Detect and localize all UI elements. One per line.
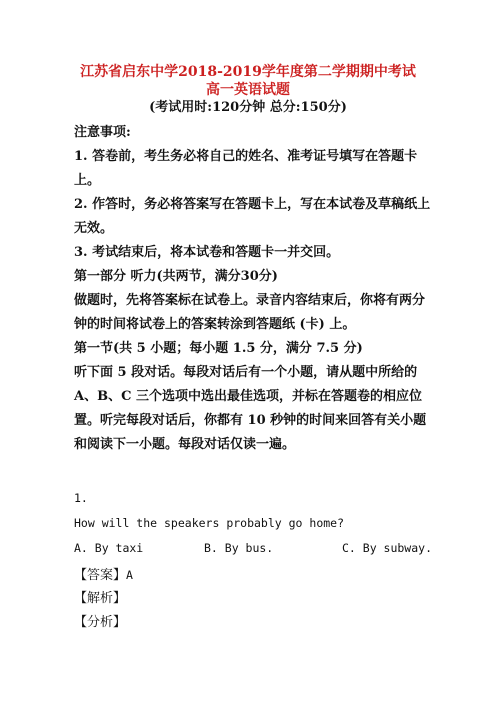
- exam-info: (考试用时:120分钟 总分:150分): [149, 100, 347, 115]
- fenxi-label: 【分析】: [74, 615, 127, 630]
- option-b: B. By bus.: [204, 541, 274, 555]
- option-a: A. By taxi: [74, 541, 144, 555]
- question-text: How will the speakers probably go home?: [74, 516, 345, 530]
- section1-heading: 第一节(共 5 小题；每小题 1.5 分，满分 7.5 分): [74, 341, 363, 356]
- notice-item-1: 1. 答卷前，考生务必将自己的姓名、准考证号填写在答题卡上。: [74, 149, 418, 188]
- answer-value: A: [126, 568, 133, 582]
- section1-instructions: 听下面 5 段对话。每段对话后有一个小题，请从题中所给的A、B、C 三个选项中选出最佳选项，并标在答题卷的相应位置。听完每段对话后，你都有 10 秒钟的时间来回答有关小题和阅读下一小题。每段对话仅读一遍。: [74, 365, 427, 452]
- question-number: 1.: [74, 491, 88, 505]
- notice-heading: 注意事项:: [74, 125, 131, 140]
- notice-item-3: 3. 考试结束后，将本试卷和答题卡一并交回。: [74, 245, 340, 260]
- option-c: C. By subway.: [342, 541, 433, 555]
- analysis-label: 【解析】: [74, 591, 127, 606]
- part1-heading: 第一部分 听力(共两节，满分30分): [74, 269, 278, 284]
- document-title: 江苏省启东中学2018-2019学年度第二学期期中考试: [80, 64, 416, 80]
- document-subtitle: 高一英语试题: [206, 82, 290, 98]
- answer-label: 【答案】: [74, 568, 127, 583]
- part1-intro: 做题时，先将答案标在试卷上。录音内容结束后，你将有两分钟的时间将试卷上的答案转涂到答题纸 (卡) 上。: [74, 293, 426, 332]
- notice-item-2: 2. 作答时，务必将答案写在答题卡上，写在本试卷及草稿纸上无效。: [74, 197, 431, 236]
- answer-line: [74, 566, 133, 585]
